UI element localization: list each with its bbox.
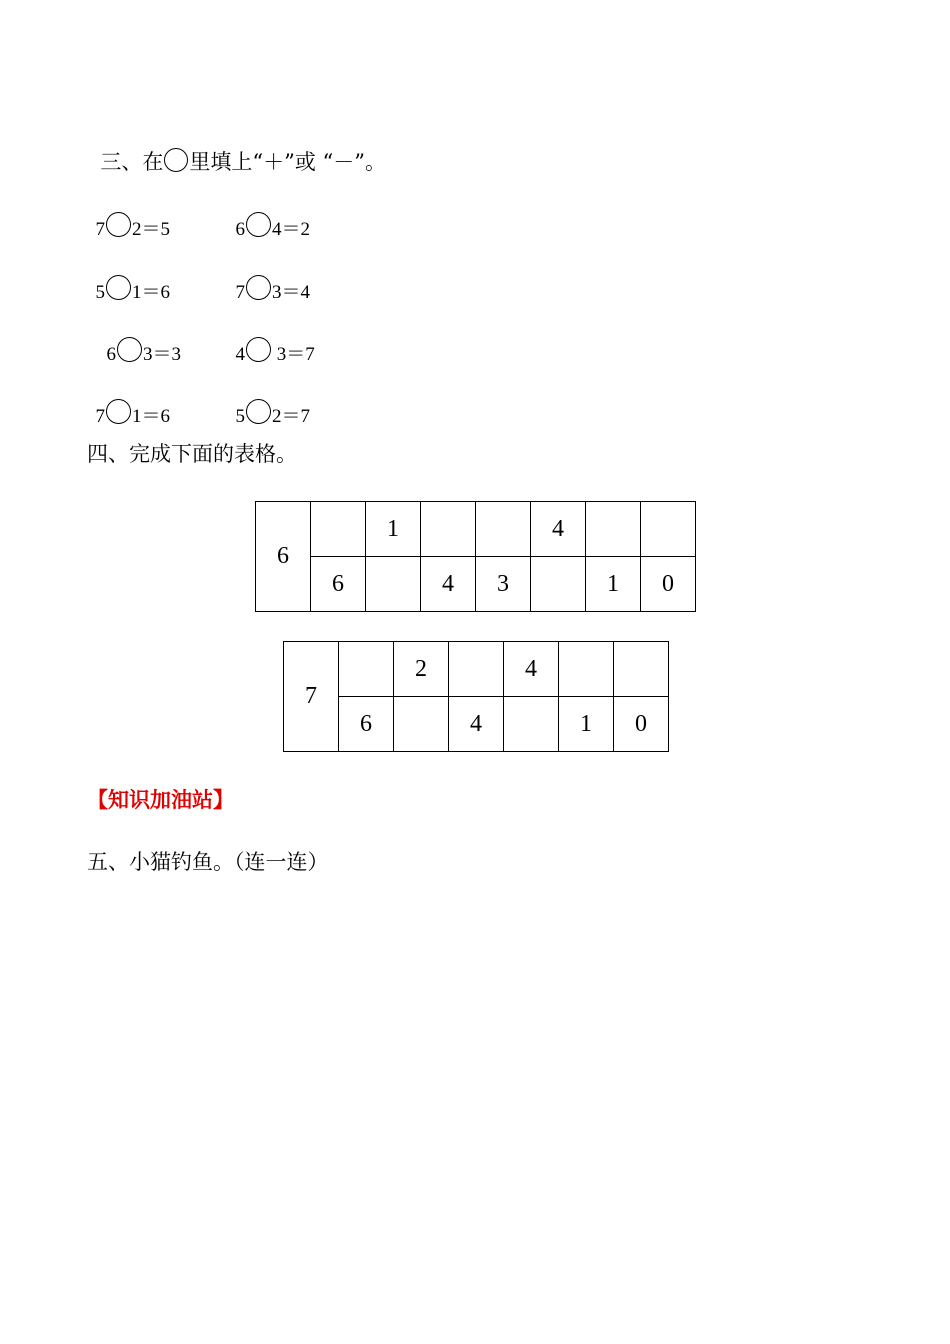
table-cell[interactable] [531, 557, 586, 612]
answer-circle[interactable] [246, 399, 271, 424]
knowledge-label: 【知识加油站】 [87, 787, 234, 812]
table-head-cell: 7 [284, 642, 339, 752]
number-table-7 [283, 641, 669, 752]
number-table-6 [255, 501, 696, 612]
section5-title: 五、小猫钓鱼。（连一连） [87, 850, 329, 874]
equation: 5 2＝7 [226, 373, 310, 430]
table-cell[interactable] [504, 697, 559, 752]
table-cell[interactable] [366, 557, 421, 612]
section4-title: 四、完成下面的表格。 [87, 442, 297, 466]
table-cell[interactable] [559, 642, 614, 697]
equation: 7 3＝4 [226, 249, 310, 306]
table-cell[interactable] [311, 502, 366, 557]
table-cell[interactable]: 0 [641, 557, 696, 612]
equation: 5 1＝6 [86, 249, 170, 306]
blank-circle-icon [164, 148, 188, 172]
table-cell[interactable]: 3 [476, 557, 531, 612]
table-cell[interactable]: 6 [311, 557, 366, 612]
equation: 6 4＝2 [226, 186, 310, 243]
table-cell[interactable]: 4 [504, 642, 559, 697]
table-cell[interactable] [614, 642, 669, 697]
table-cell[interactable] [641, 502, 696, 557]
table-cell[interactable] [476, 502, 531, 557]
section3-prefix: 三、在 [100, 150, 164, 174]
table-cell[interactable] [449, 642, 504, 697]
table-cell[interactable]: 1 [586, 557, 641, 612]
answer-circle[interactable] [246, 275, 271, 300]
table-cell[interactable] [394, 697, 449, 752]
table-cell[interactable]: 4 [449, 697, 504, 752]
answer-circle[interactable] [106, 399, 131, 424]
answer-circle[interactable] [106, 212, 131, 237]
answer-circle[interactable] [246, 337, 271, 362]
table-cell[interactable] [421, 502, 476, 557]
table-cell[interactable]: 1 [366, 502, 421, 557]
equation: 6 3＝3 [97, 311, 181, 368]
equation: 7 2＝5 [86, 186, 170, 243]
table-head-cell: 6 [256, 502, 311, 612]
table-cell[interactable]: 2 [394, 642, 449, 697]
table-cell[interactable] [586, 502, 641, 557]
answer-circle[interactable] [106, 275, 131, 300]
section3-suffix: 里填上“＋”或 “－”。 [189, 150, 386, 174]
answer-circle[interactable] [246, 212, 271, 237]
table-cell[interactable]: 6 [339, 697, 394, 752]
table-cell[interactable]: 1 [559, 697, 614, 752]
table-cell[interactable]: 4 [421, 557, 476, 612]
equation: 7 1＝6 [86, 373, 170, 430]
equation: 4 3＝7 [226, 311, 315, 368]
table-cell[interactable]: 4 [531, 502, 586, 557]
answer-circle[interactable] [117, 337, 142, 362]
table-cell[interactable] [339, 642, 394, 697]
table-cell[interactable]: 0 [614, 697, 669, 752]
section3-title [87, 122, 386, 175]
